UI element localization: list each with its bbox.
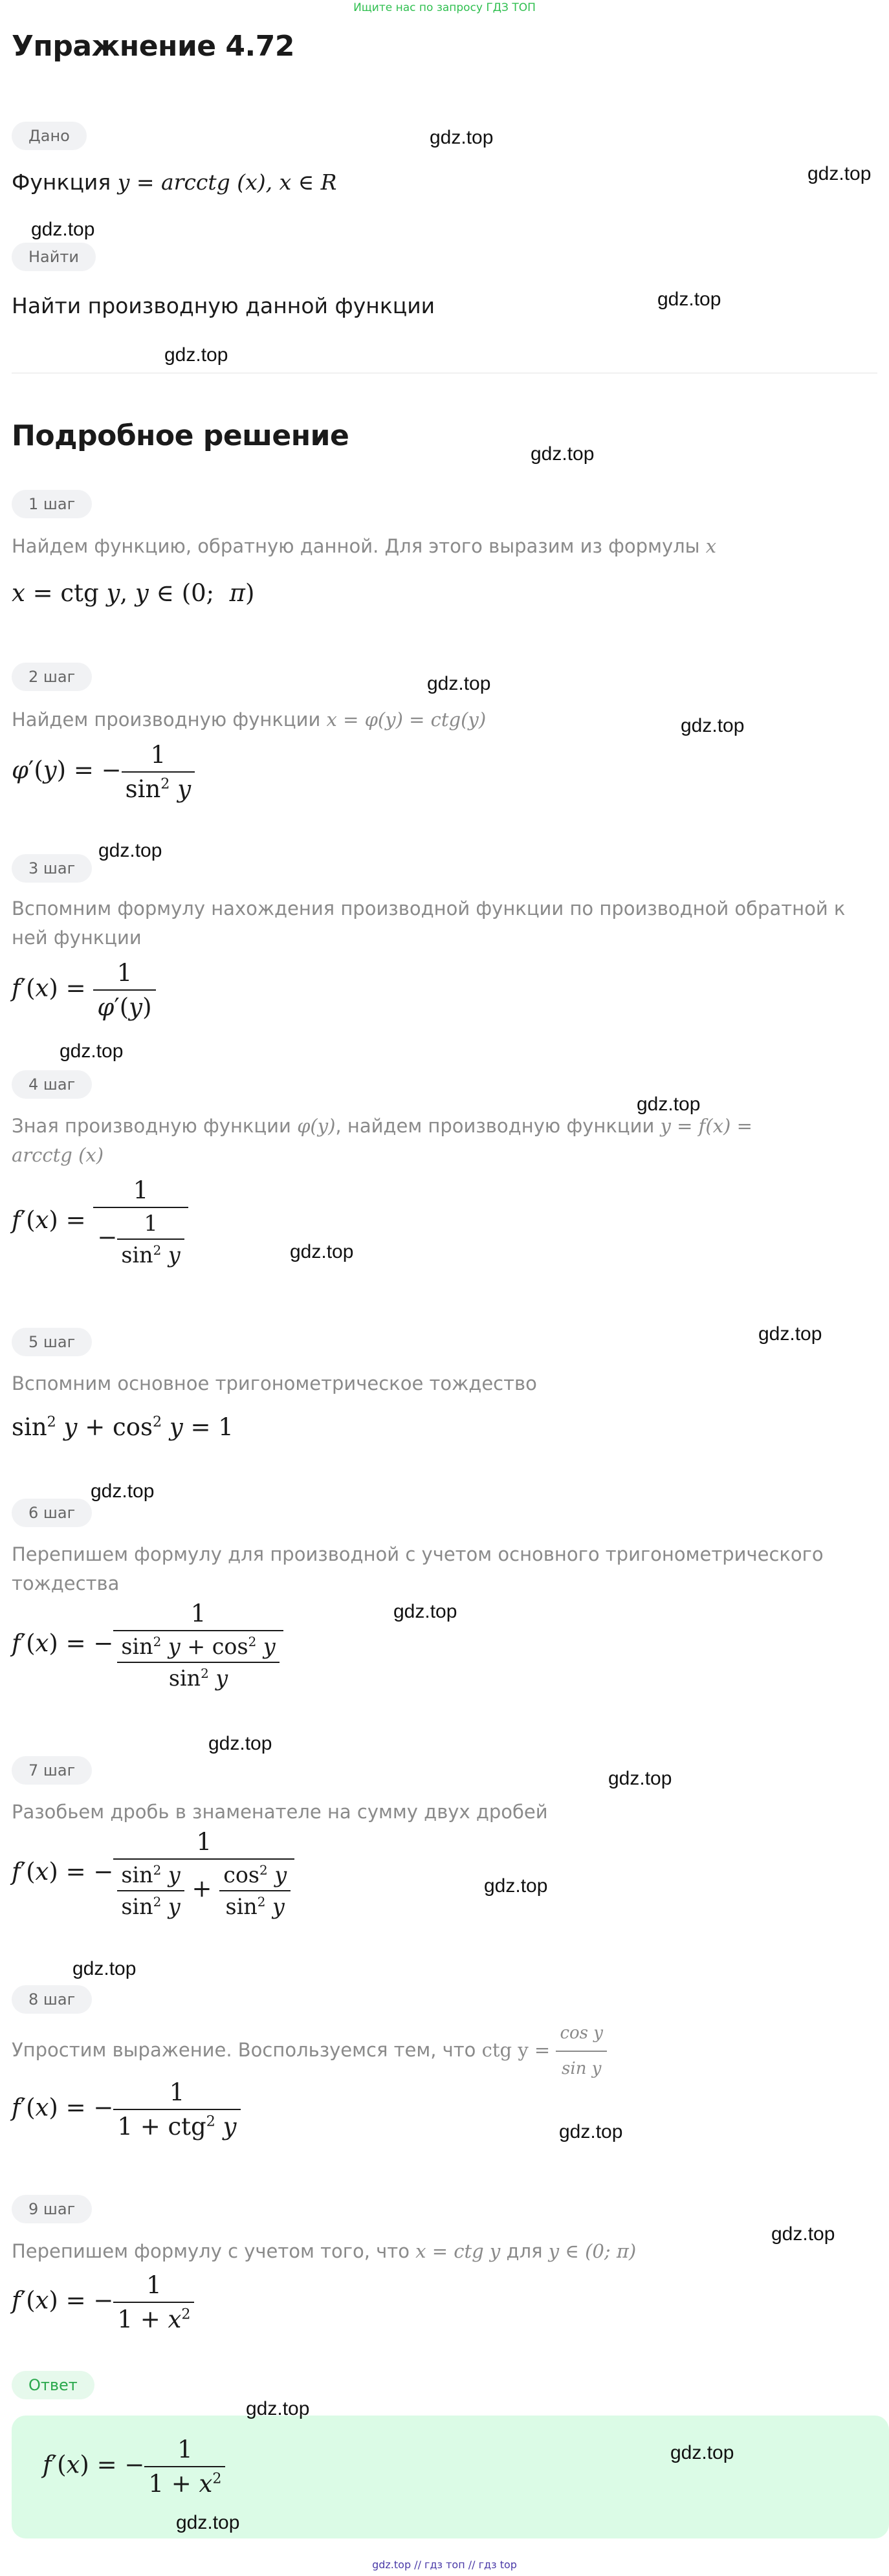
- step-8-badge: 8 шаг: [12, 1985, 92, 2014]
- step-4-text: [12, 1112, 879, 1170]
- watermark: gdz.top: [290, 1241, 354, 1262]
- given-badge: Дано: [12, 122, 87, 150]
- watermark: gdz.top: [246, 2398, 310, 2419]
- step-6-text: Перепишем формулу для производной с учетом основного тригонометрического тождества: [12, 1543, 824, 1594]
- step-8-math: ctg y =: [481, 2039, 551, 2061]
- watermark: gdz.top: [393, 1601, 457, 1622]
- step-1-badge: 1 шаг: [12, 490, 92, 518]
- watermark: gdz.top: [670, 2442, 734, 2463]
- watermark: gdz.top: [531, 443, 595, 465]
- step-9-math-b: y ∈ (0; π): [548, 2240, 637, 2262]
- watermark: gdz.top: [31, 219, 95, 240]
- step-4-badge: 4 шаг: [12, 1070, 92, 1099]
- step-5-text: Вспомним основное тригонометрическое тождество: [12, 1372, 537, 1394]
- step-4-desc-a: Зная производную функции: [12, 1115, 291, 1137]
- step-1-formula: x = ctg y, y ∈ (0; π): [12, 579, 255, 607]
- solution-title: Подробное решение: [12, 419, 349, 452]
- step-4-math-c: arcctg (x): [12, 1144, 104, 1166]
- step-5-formula: $\sin^2 y + \cos^2 y = 1$: [12, 1413, 234, 1441]
- watermark: gdz.top: [72, 1958, 137, 1979]
- step-1-desc: Найдем функцию, обратную данной. Для этого выразим из формулы: [12, 535, 700, 557]
- step-8-desc: Упростим выражение. Воспользуемся тем, что: [12, 2039, 476, 2061]
- given-statement: [12, 170, 336, 195]
- watermark: gdz.top: [771, 2223, 835, 2245]
- watermark: gdz.top: [60, 1040, 124, 1062]
- step-3-badge: 3 шаг: [12, 854, 92, 883]
- find-text: Найти производную данной функции: [12, 293, 435, 318]
- footer: gdz.top // гдз топ // гдз top: [372, 2559, 517, 2571]
- watermark: gdz.top: [637, 1094, 701, 1115]
- watermark: gdz.top: [430, 127, 494, 148]
- step-8-frac-num: cos y: [556, 2019, 607, 2052]
- step-2-desc: Найдем производную функции: [12, 709, 321, 731]
- watermark: gdz.top: [208, 1733, 272, 1754]
- answer-badge: Ответ: [12, 2371, 94, 2399]
- step-7-text: Разобьем дробь в знаменателе на сумму двух дробей: [12, 1801, 548, 1823]
- step-6-badge: 6 шаг: [12, 1499, 92, 1527]
- step-9-desc-a: Перепишем формулу с учетом того, что: [12, 2240, 410, 2262]
- step-9-badge: 9 шаг: [12, 2195, 92, 2223]
- step-5-badge: 5 шаг: [12, 1328, 92, 1356]
- step-2-math: x = φ(y) = ctg(y): [326, 709, 487, 731]
- step-7-badge: 7 шаг: [12, 1756, 92, 1785]
- step-4-formula: f′(x) = 1 − $\frac{1}{\sin^2 y}$: [12, 1176, 188, 1268]
- find-badge: Найти: [12, 243, 96, 271]
- step-2-formula: φ′(y) = − $\frac{1}{\sin^2 y}$: [12, 741, 195, 803]
- step-7-formula: f′(x) = − 1 $\frac{\sin^2 y}{\sin^2 y}$ + $\frac{\cos^2 y}{\sin^2 y}$: [12, 1828, 294, 1919]
- watermark: gdz.top: [484, 1875, 548, 1897]
- step-6-formula: f′(x) = − $\frac{1}{\frac{\sin^2 y + \cos^2 y}{\sin^2 y}}$: [12, 1600, 283, 1691]
- answer-formula: f′(x) = − $\frac{1}{1 + x^2}$: [43, 2436, 225, 2498]
- given-text: Функция: [12, 170, 111, 195]
- page-title: Упражнение 4.72: [12, 30, 294, 63]
- step-9-math-a: x = ctg y: [415, 2240, 501, 2262]
- step-8-frac-den: sin y: [562, 2059, 602, 2078]
- watermark: gdz.top: [681, 715, 745, 736]
- watermark: gdz.top: [608, 1768, 672, 1789]
- watermark: gdz.top: [164, 344, 228, 366]
- top-banner: Ищите нас по запросу ГДЗ ТОП: [353, 1, 536, 14]
- watermark: gdz.top: [758, 1323, 822, 1345]
- step-4-math-b: y = f(x) =: [660, 1115, 752, 1137]
- step-9-formula: f′(x) = − $\frac{1}{1 + x^2}$: [12, 2271, 194, 2333]
- step-3-formula: f′(x) = $\frac{1}{\varphi'(y)}$: [12, 959, 156, 1021]
- given-formula: y = arcctg (x), x ∈ R: [117, 170, 337, 195]
- watermark: gdz.top: [657, 289, 721, 310]
- step-9-text: [12, 2237, 636, 2266]
- step-4-math-a: φ(y): [297, 1115, 336, 1137]
- step-4-desc-b: , найдем производную функции: [335, 1115, 655, 1137]
- watermark: gdz.top: [91, 1481, 155, 1502]
- step-1-math: x: [705, 535, 717, 557]
- step-8-text: [12, 2019, 607, 2084]
- watermark: gdz.top: [807, 163, 872, 184]
- step-8-formula: f′(x) = − $\frac{1}{1 + ctg^2 y}$: [12, 2078, 241, 2141]
- step-3-text: Вспомним формулу нахождения производной функции по производной обратной к ней функции: [12, 897, 846, 949]
- watermark: gdz.top: [427, 673, 491, 694]
- watermark: gdz.top: [98, 840, 162, 861]
- step-2-badge: 2 шаг: [12, 663, 92, 691]
- watermark: gdz.top: [176, 2512, 240, 2533]
- step-2-text: [12, 705, 486, 734]
- watermark: gdz.top: [559, 2121, 623, 2142]
- step-9-desc-b: для: [506, 2240, 543, 2262]
- step-1-text: [12, 532, 716, 561]
